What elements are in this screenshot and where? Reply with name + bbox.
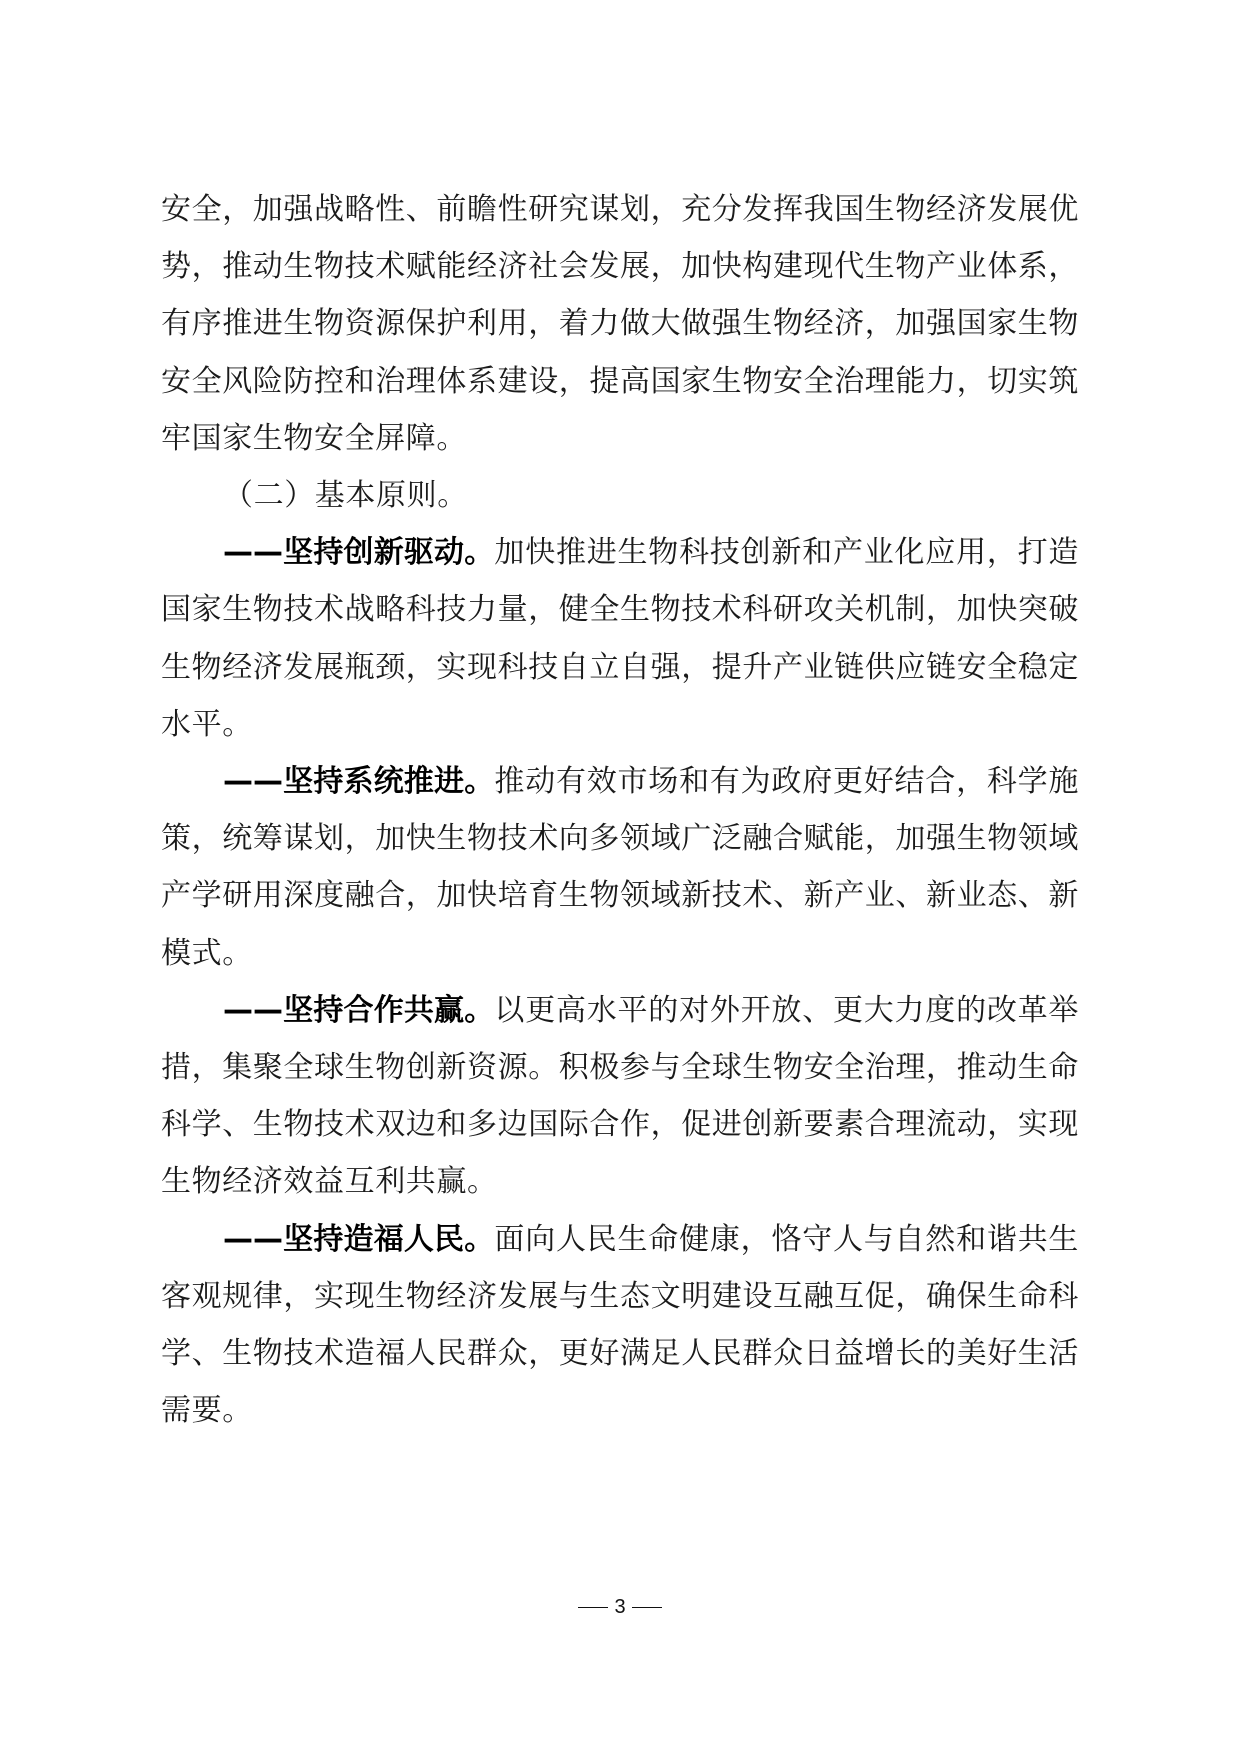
page-number: 3 [614,1596,626,1618]
section-heading-text: （二）基本原则。 [223,478,468,514]
dash-right-decoration [632,1607,662,1608]
paragraph-text: 加快推进生物科技创新和产业化应用，打造国家生物技术战略科技力量，健全生物技术科研攻关机制，加快突破生物经济发展瓶颈，实现科技自立自强，提升产业链供应链安全稳定水平。 [161,535,1080,742]
paragraph-lead: ——坚持合作共赢。 [223,992,495,1028]
paragraph-lead: ——坚持造福人民。 [223,1221,495,1257]
paragraph-lead: ——坚持创新驱动。 [223,535,495,571]
page-footer [0,1596,1240,1619]
section-heading-basic-principles [161,467,1079,524]
paragraph-innovation-driven [161,524,1079,753]
paragraph-systematic-advance [161,753,1079,982]
paragraph-win-win-cooperation [161,982,1079,1211]
dash-left-decoration [578,1607,608,1608]
paragraph-text: 面向人民生命健康，恪守人与自然和谐共生客观规律，实现生物经济发展与生态文明建设互融互促，确保生命科学、生物技术造福人民群众，更好满足人民群众日益增长的美好生活需要。 [161,1221,1080,1429]
paragraph-intro-continuation [161,181,1079,467]
paragraph-lead: ——坚持系统推进。 [223,764,495,800]
paragraph-benefit-people [161,1211,1079,1440]
paragraph-text: 安全，加强战略性、前瞻性研究谋划，充分发挥我国生物经济发展优势，推动生物技术赋能经济社会发展，加快构建现代生物产业体系，有序推进生物资源保护利用，着力做大做强生物经济，加强国家生物安全风险防控和治理体系建设，提高国家生物安全治理能力，切实筑牢国家生物安全屏障。 [161,192,1079,456]
paragraph-text: 推动有效市场和有为政府更好结合，科学施策，统筹谋划，加快生物技术向多领域广泛融合赋能，加强生物领域产学研用深度融合，加快培育生物领域新技术、新产业、新业态、新模式。 [161,764,1080,971]
paragraph-text: 以更高水平的对外开放、更大力度的改革举措，集聚全球生物创新资源。积极参与全球生物安全治理，推动生命科学、生物技术双边和多边国际合作，促进创新要素合理流动，实现生物经济效益互利共赢。 [161,992,1080,1200]
document-body [161,181,1079,1439]
